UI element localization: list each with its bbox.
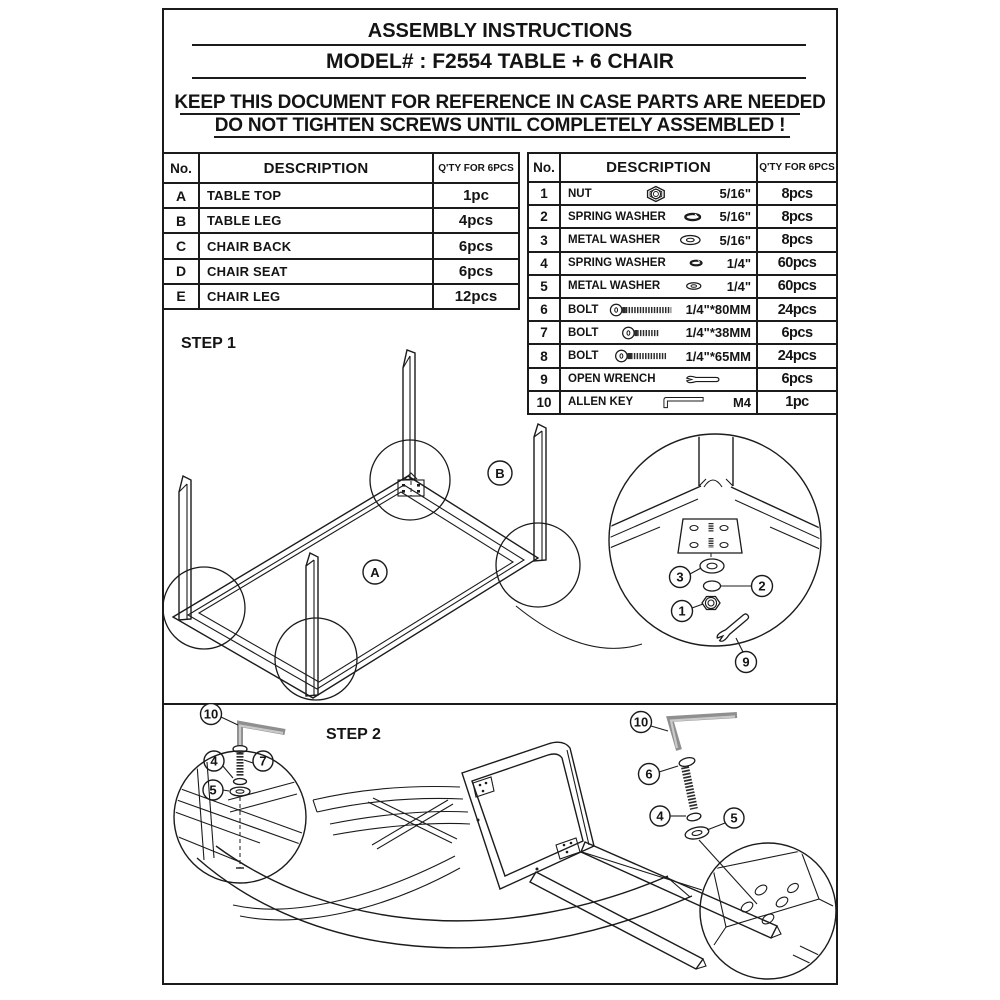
hardware-name: METAL WASHER (568, 234, 661, 246)
hardware-number: 7 (540, 325, 548, 341)
divider (192, 77, 806, 79)
parts-table-row (164, 207, 518, 232)
part-description: TABLE TOP (198, 184, 432, 207)
hardware-description (559, 229, 756, 250)
nut-drawing (702, 597, 720, 610)
hardware-name: NUT (568, 187, 592, 200)
step2-label: STEP 2 (326, 726, 381, 743)
callout-table-leg (488, 461, 512, 485)
hardware-number: 4 (540, 255, 548, 271)
model-line: MODEL# : F2554 TABLE + 6 CHAIR (326, 50, 674, 73)
seat-bracket-detail (702, 851, 833, 967)
hardware-number: 5 (540, 278, 548, 294)
parts-table-header (164, 154, 518, 182)
hardware-size: 1/4"*80MM (685, 302, 751, 318)
part-quantity: 4pcs (432, 209, 518, 232)
callout-metal-washer-right (707, 808, 744, 830)
hardware-quantity: 8pcs (756, 229, 836, 250)
hardware-quantity: 6pcs (756, 322, 836, 343)
part-description: CHAIR SEAT (198, 260, 432, 283)
chair-back-corner-detail (175, 762, 303, 862)
hardware-description (559, 276, 756, 297)
hardware-table-row (529, 297, 836, 320)
zoom-leader-curve (516, 606, 642, 648)
hardware-name: BOLT (568, 303, 599, 316)
hardware-size: 1/4"*65MM (685, 348, 751, 364)
svg-text:5: 5 (730, 810, 738, 826)
page-title: ASSEMBLY INSTRUCTIONS (367, 20, 633, 42)
callout-spring-washer (721, 576, 773, 597)
step1-diagram (162, 318, 838, 703)
hardware-size: 5/16" (719, 186, 751, 202)
hardware-description (559, 183, 756, 204)
step2-diagram (162, 703, 838, 985)
part-description: CHAIR LEG (198, 285, 432, 308)
hardware-table-row (529, 181, 836, 204)
hardware-size: M4 (732, 394, 751, 410)
spring-washer-drawing (704, 581, 721, 591)
svg-text:5: 5 (209, 782, 217, 798)
callout-nut (672, 601, 704, 622)
table-upside-down-drawing (163, 350, 642, 700)
metal-washer-large-icon (663, 234, 716, 246)
column-header-qty: Q'TY FOR 6PCS (756, 154, 836, 181)
chair-drawing (197, 742, 781, 969)
callout-allen-key-left (201, 704, 239, 726)
hardware-number: 10 (536, 394, 552, 410)
svg-text:B: B (495, 466, 505, 481)
part-letter: A (175, 187, 187, 204)
metal-washer-drawing (684, 825, 710, 841)
callout-allen-key-right (631, 712, 669, 733)
svg-text:9: 9 (742, 654, 750, 670)
column-header-no: No. (170, 160, 192, 176)
hardware-number: 3 (540, 232, 548, 248)
part-letter: B (175, 212, 187, 229)
callout-spring-washer-right (650, 806, 686, 826)
parts-table (162, 152, 520, 310)
corner-zoom-ring (163, 567, 245, 649)
table-leg (306, 553, 318, 696)
part-letter: C (175, 238, 187, 254)
notice-line-2: DO NOT TIGHTEN SCREWS UNTIL COMPLETELY ASSEMBLED ! (214, 115, 786, 136)
document-page (162, 8, 838, 985)
step1-detail-view (600, 434, 831, 673)
divider (192, 44, 806, 46)
part-description: CHAIR BACK (198, 234, 432, 257)
spring-washer-drawing (234, 779, 247, 785)
hardware-number: 1 (540, 186, 548, 202)
hardware-quantity: 6pcs (756, 369, 836, 390)
corner-zoom-ring (275, 618, 357, 700)
table-leg (179, 476, 191, 620)
hardware-size: 5/16" (719, 232, 751, 248)
callout-metal-washer-left (203, 780, 229, 800)
hardware-description (559, 206, 756, 227)
part-quantity: 6pcs (432, 260, 518, 283)
svg-text:10: 10 (633, 714, 649, 730)
hardware-name: BOLT (568, 350, 599, 363)
svg-text:4: 4 (656, 808, 664, 824)
column-header-no: No. (533, 160, 555, 175)
hardware-size: 1/4" (726, 278, 751, 294)
callout-metal-washer (670, 567, 702, 588)
metal-washer-drawing (700, 559, 724, 573)
svg-text:10: 10 (203, 706, 219, 722)
svg-text:7: 7 (259, 753, 267, 769)
allen-key-drawing (240, 724, 285, 750)
hardware-name: SPRING WASHER (568, 210, 666, 223)
svg-text:3: 3 (676, 569, 684, 585)
svg-text:1: 1 (678, 603, 686, 619)
hardware-table-row (529, 274, 836, 297)
hardware-quantity: 8pcs (756, 183, 836, 204)
hardware-number: 6 (540, 302, 548, 318)
hardware-name: OPEN WRENCH (568, 373, 656, 386)
column-header-qty: Q'TY FOR 6PCS (432, 154, 518, 182)
hardware-name: METAL WASHER (568, 280, 661, 293)
step2-right-detail-view (700, 843, 836, 979)
bolt-axis (699, 840, 757, 904)
hardware-quantity: 8pcs (756, 206, 836, 227)
parts-table-row (164, 182, 518, 207)
hardware-number: 8 (540, 348, 548, 364)
bolt-80mm-icon (601, 303, 682, 317)
hardware-table-row (529, 227, 836, 250)
part-description: TABLE LEG (198, 209, 432, 232)
step1-label: STEP 1 (181, 335, 236, 352)
spring-washer-large-icon (669, 212, 717, 222)
hardware-quantity: 60pcs (756, 276, 836, 297)
callout-open-wrench (736, 638, 757, 673)
seat-corner-bracket (556, 838, 580, 859)
column-header-description: DESCRIPTION (559, 154, 756, 181)
hardware-table-row (529, 204, 836, 227)
svg-text:4: 4 (210, 753, 218, 769)
hex-nut-icon (595, 184, 717, 204)
svg-text:2: 2 (758, 578, 766, 594)
svg-text:A: A (370, 565, 380, 580)
hardware-quantity: 24pcs (756, 345, 836, 366)
parts-table-row (164, 283, 518, 308)
hardware-description (559, 253, 756, 274)
hardware-quantity: 24pcs (756, 299, 836, 320)
hardware-table-row (529, 251, 836, 274)
hardware-table-header (529, 154, 836, 181)
callout-bolt-80mm (639, 764, 679, 785)
spring-washer-drawing (686, 812, 701, 822)
hardware-size: 5/16" (719, 209, 751, 225)
part-letter: E (176, 288, 186, 305)
column-header-description: DESCRIPTION (198, 154, 432, 182)
bolt-80mm-drawing (678, 756, 695, 809)
metal-washer-small-icon (663, 281, 724, 291)
spring-washer-small-icon (669, 259, 724, 267)
table-leg (534, 424, 546, 561)
hardware-size: 1/4" (726, 255, 751, 271)
hardware-quantity: 1pc (756, 392, 836, 413)
hardware-number: 9 (540, 371, 548, 387)
hardware-quantity: 60pcs (756, 253, 836, 274)
hardware-size: 1/4"*38MM (685, 325, 751, 341)
part-quantity: 12pcs (432, 285, 518, 308)
hardware-name: ALLEN KEY (568, 396, 634, 409)
hardware-name: SPRING WASHER (568, 257, 666, 270)
notice-line-1: KEEP THIS DOCUMENT FOR REFERENCE IN CASE PARTS ARE NEEDED (174, 92, 826, 113)
svg-text:6: 6 (645, 766, 653, 782)
zoom-leader (582, 852, 702, 890)
corner-joint-detail (600, 434, 831, 560)
divider (214, 136, 790, 138)
part-quantity: 6pcs (432, 234, 518, 257)
open-wrench-drawing (716, 612, 751, 643)
parts-table-row (164, 258, 518, 283)
part-letter: D (175, 263, 187, 280)
table-leg (403, 350, 415, 480)
callout-table-top (363, 560, 387, 584)
allen-key-drawing (670, 715, 737, 750)
parts-table-row (164, 232, 518, 257)
part-quantity: 1pc (432, 184, 518, 207)
hardware-number: 2 (540, 209, 548, 225)
hardware-name: BOLT (568, 326, 599, 339)
